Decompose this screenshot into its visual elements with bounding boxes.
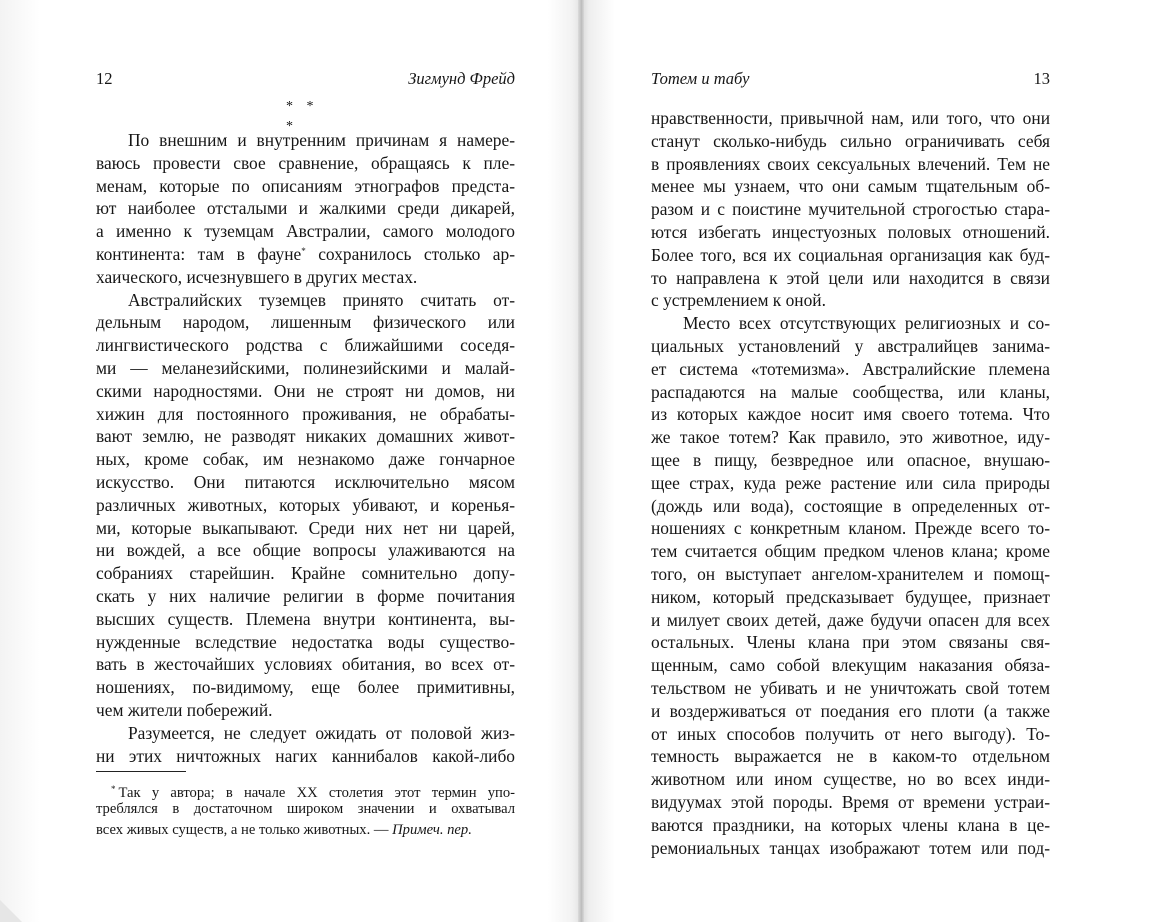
section-separator: * * * [286, 99, 319, 134]
page-number-right: 13 [1033, 69, 1050, 88]
text-segment: ми — меланезийскими, полинезийскими и малай- [96, 357, 515, 378]
text-segment: хижин для постоянного проживания, не обрабаты- [96, 403, 515, 424]
text-line [651, 289, 1050, 312]
text-line [96, 403, 515, 426]
text-segment: станут сколько-нибудь сильно ограничивать себя [651, 130, 1050, 151]
text-segment: щенным, само собой влекущим наказания обяза- [651, 655, 1050, 676]
text-line [651, 267, 1050, 290]
text-line [651, 563, 1050, 586]
text-line [651, 495, 1050, 518]
text-segment: скать у них наличие религии в форме почитания [96, 585, 515, 606]
text-segment: всех живых существ, а не только животных. — [96, 821, 393, 838]
text-line [96, 820, 515, 840]
text-segment: разом и с поистине мучительной строгостью стара- [651, 199, 1050, 220]
text-segment: ет система «тотемизма». Австралийские племена [651, 358, 1050, 379]
text-line [96, 585, 515, 608]
text-line [96, 517, 515, 540]
text-line [96, 243, 515, 266]
text-segment: дельным народом, лишенным физического или [96, 312, 515, 333]
text-segment: а именно к туземцам Австралии, самого молодого [96, 221, 515, 242]
text-segment: тем считается общим предком членов клана; кроме [651, 541, 1050, 562]
text-segment: и милует своих детей, даже будучи опасен для всех [651, 609, 1050, 630]
text-line [651, 723, 1050, 746]
text-line [96, 311, 515, 334]
text-line [651, 153, 1050, 176]
text-segment: скими народностями. Они не строят ни домов, ни [96, 380, 515, 401]
text-segment: вать в жесточайших условиях обитания, во всех от- [96, 654, 515, 675]
text-line [96, 197, 515, 220]
text-segment: лингвистического родства с ближайшими соседя- [96, 335, 515, 356]
text-segment: ником, который предсказывает будущее, признает [651, 586, 1050, 607]
text-line [96, 562, 515, 585]
text-line [651, 586, 1050, 609]
text-line [96, 448, 515, 471]
text-line [651, 791, 1050, 814]
text-segment: ни вождей, а все общие вопросы улаживаются на [96, 540, 515, 561]
text-line [651, 381, 1050, 404]
text-segment: искусство. Они питаются исключительно мясом [96, 471, 515, 492]
text-segment: циальных установлений у австралийцев занима- [651, 335, 1050, 356]
text-line [96, 266, 515, 289]
text-line [651, 814, 1050, 837]
text-segment: менее мы узнаем, что они самым тщательным об- [651, 176, 1050, 197]
right-page [581, 0, 1165, 922]
text-line [96, 220, 515, 243]
text-line [651, 221, 1050, 244]
text-line [651, 130, 1050, 153]
text-segment: нужденные вследствие недостатка воды существо- [96, 631, 515, 652]
text-line [651, 768, 1050, 791]
text-segment: Более того, вся их социальная организация как буд- [651, 244, 1050, 265]
text-segment: того, он выступает ангелом-хранителем и помощ- [651, 563, 1050, 584]
text-line [651, 540, 1050, 563]
text-line [96, 779, 515, 799]
text-segment: высших существ. Племена внутри континента, вы- [96, 608, 515, 629]
text-line [96, 380, 515, 403]
text-segment: ремониальных танцах изображают тотем или под- [651, 837, 1050, 858]
page-number-left: 12 [96, 69, 113, 88]
text-line [651, 700, 1050, 723]
text-line [96, 289, 515, 312]
text-segment: остальных. Члены клана при этом связаны свя- [651, 632, 1050, 653]
text-line [96, 676, 515, 699]
text-line [651, 403, 1050, 426]
text-line [651, 335, 1050, 358]
text-line [651, 107, 1050, 130]
text-line [651, 677, 1050, 700]
text-segment: тельством не убивать и не уничтожать свой тотем [651, 677, 1050, 698]
text-segment: видуумах этой породы. Время от времени устраи- [651, 791, 1050, 812]
text-line [651, 312, 1050, 335]
right-body-text [651, 107, 1050, 859]
text-segment: (дождь или вода), состоящие в определенных от- [651, 495, 1050, 516]
footnote-marker: * [111, 784, 116, 794]
footnote [96, 779, 515, 840]
text-segment: щее в пищу, безвредное или опасное, внушаю- [651, 449, 1050, 470]
text-line [651, 358, 1050, 381]
text-segment: от иных способов получить от него выгоду). То- [651, 723, 1050, 744]
text-segment: ми, которые выкапывают. Среди них нет ни царей, [96, 517, 515, 538]
text-line [651, 654, 1050, 677]
text-line [96, 722, 515, 745]
text-line [96, 608, 515, 631]
text-segment: Место всех отсутствующих религиозных и со- [683, 313, 1050, 334]
text-line [651, 175, 1050, 198]
text-segment: Разумеется, не следует ожидать от половой жиз- [128, 722, 515, 743]
text-segment: ношениях, по-видимому, еще более примитивны, [96, 677, 515, 698]
left-body-text [96, 129, 515, 767]
running-head-author: Зигмунд Фрейд [408, 69, 515, 88]
text-line [96, 494, 515, 517]
text-line [651, 244, 1050, 267]
text-segment: Так у автора; в начале XX столетия этот термин упо- [118, 785, 515, 801]
text-line [651, 517, 1050, 540]
text-segment: менам, которые по описаниям этнографов предста- [96, 175, 515, 196]
text-segment: ются избегать инцестуозных половых отношений. [651, 221, 1050, 242]
text-segment: и воздерживаться от поедания его плоти (а также [651, 700, 1050, 721]
text-segment: ни этих ничтожных нагих каннибалов какой-либо [96, 745, 515, 766]
text-segment: собраниях старейшин. Крайне сомнительно допу- [96, 563, 515, 584]
footnote-reference: * [301, 245, 306, 256]
text-line [96, 653, 515, 676]
text-segment: распадаются на малые сообщества, или кланы, [651, 381, 1050, 402]
text-line [96, 357, 515, 380]
page-corner [0, 900, 22, 922]
text-line [651, 198, 1050, 221]
text-segment: животном или ином существе, но во всех инди- [651, 769, 1050, 790]
text-segment: в проявлениях своих сексуальных влечений. Тем не [651, 153, 1050, 174]
text-segment: же такое тотем? Как правило, это животное, иду- [651, 427, 1050, 448]
text-line [96, 539, 515, 562]
running-head-title: Тотем и табу [651, 69, 750, 88]
text-line [651, 609, 1050, 632]
text-line [96, 745, 515, 768]
text-segment: ных, кроме собак, им незнакомо даже гончарное [96, 449, 515, 470]
text-segment: чем жители побережий. [96, 699, 273, 720]
text-segment: треблялся в достаточном широком значении и охватывал [96, 801, 515, 818]
text-line [96, 129, 515, 152]
text-line [651, 745, 1050, 768]
left-page [0, 0, 581, 922]
gutter-shadow [578, 0, 584, 922]
text-segment: нравственности, привычной нам, или того, что они [651, 108, 1050, 128]
text-segment: с устремлением к оной. [651, 290, 826, 311]
text-segment: хаического, исчезнувшего в других местах. [96, 266, 418, 287]
text-line [96, 699, 515, 722]
text-segment: ваюсь провести свое сравнение, обращаясь к пле- [96, 152, 515, 173]
text-segment: то направлена к этой цели или находится в связи [651, 267, 1050, 288]
text-segment: из которых каждое носит имя своего тотема. Что [651, 404, 1050, 425]
text-line [651, 449, 1050, 472]
text-segment: ют наиболее отсталыми и жалкими среди дикарей, [96, 198, 515, 219]
text-line [651, 837, 1050, 860]
text-line [651, 631, 1050, 654]
text-line [96, 152, 515, 175]
text-segment: вают землю, не разводят никаких домашних живот- [96, 426, 515, 447]
text-segment: ношениях с конкретным кланом. Прежде всего то- [651, 518, 1050, 539]
text-line [651, 472, 1050, 495]
text-segment: По внешним и внутренним причинам я намере- [128, 130, 515, 150]
text-line [96, 425, 515, 448]
text-line [651, 426, 1050, 449]
text-segment: темность выражается не в каком-то отдельном [651, 746, 1050, 767]
footnote-rule [96, 771, 186, 772]
text-line [96, 471, 515, 494]
text-segment: ваются праздники, на которых члены клана в це- [651, 814, 1050, 835]
text-line [96, 334, 515, 357]
text-line [96, 631, 515, 654]
text-line [96, 175, 515, 198]
text-segment: Примеч. пер. [392, 821, 472, 838]
text-segment: Австралийских туземцев принято считать от- [128, 289, 515, 310]
text-segment: щее страх, куда реже растение или сила природы [651, 472, 1050, 493]
text-segment: сохранилось столько ар- [305, 243, 515, 264]
text-line [96, 799, 515, 819]
text-segment: континента: там в фауне [96, 243, 302, 264]
text-segment: различных животных, которых убивают, и коренья- [96, 494, 515, 515]
